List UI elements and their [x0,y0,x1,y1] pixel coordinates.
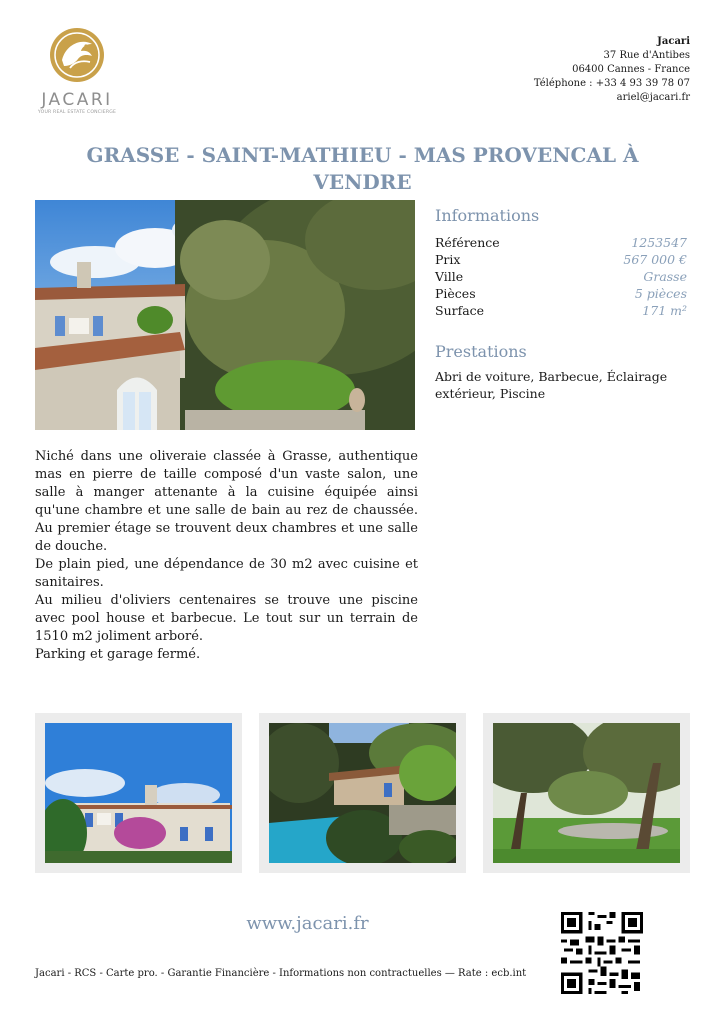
info-label: Prix [435,252,461,267]
info-value: 567 000 € [623,252,687,267]
website-link[interactable]: www.jacari.fr [246,913,369,934]
informations-heading: Informations [435,206,540,225]
description-paragraph: Au milieu d'oliviers centenaires se trouve une piscine avec pool house et barbecue. Le tout sur un terrain de 1510 m2 joliment arboré. [35,593,418,644]
agency-contact [534,35,690,105]
info-row-city [435,268,687,285]
listing-title: GRASSE - SAINT-MATHIEU - MAS PROVENCAL À VENDRE [86,143,639,194]
agency-address-line1: 37 Rue d'Antibes [603,50,690,61]
agency-phone: Téléphone : +33 4 93 39 78 07 [533,78,690,89]
prestations-heading: Prestations [435,342,527,361]
description-paragraph: De plain pied, une dépendance de 30 m2 avec cuisine et sanitaires. [35,557,418,590]
gallery-photo-3[interactable] [483,713,690,873]
info-value: 1253547 [631,235,687,250]
prestations-list: Abri de voiture, Barbecue, Éclairage extérieur, Piscine [435,369,668,401]
info-label: Référence [435,235,500,250]
description-paragraph: Parking et garage fermé. [35,647,201,662]
logo-wordmark: JACARI [41,90,113,110]
info-value: 5 pièces [634,286,687,301]
info-row-surface [435,302,687,319]
informations-table [435,234,687,319]
info-row-rooms [435,285,687,302]
hero-photo [35,200,415,430]
agency-address-line2: 06400 Cannes - France [572,64,690,75]
qr-code-icon [558,909,646,997]
info-row-reference [435,234,687,251]
listing-description [35,448,418,664]
info-row-price [435,251,687,268]
logo-tagline: YOUR REAL ESTATE CONCIERGE [37,110,117,115]
info-label: Pièces [435,286,476,301]
info-label: Surface [435,303,485,318]
gallery-photo-1[interactable] [35,713,242,873]
logo-emblem-icon [48,26,106,84]
legal-footer: Jacari - RCS - Carte pro. - Garantie Financière - Informations non contractuelles — Rate : ecb.int [35,968,527,979]
agency-email[interactable]: ariel@jacari.fr [616,92,690,103]
info-label: Ville [435,269,464,284]
info-value: Grasse [643,269,687,284]
description-paragraph: Niché dans une oliveraie classée à Grasse, authentique mas en pierre de taille composé d'un vaste salon, une salle à manger attenante à la cuisine équipée ainsi qu'une chambre et une salle de bain au rez de chaussée. Au premier étage se trouvent deux chambres et une salle de douche. [35,449,418,554]
agency-name: Jacari [657,36,690,47]
gallery-photo-2[interactable] [259,713,466,873]
info-value: 171 m² [642,303,687,318]
